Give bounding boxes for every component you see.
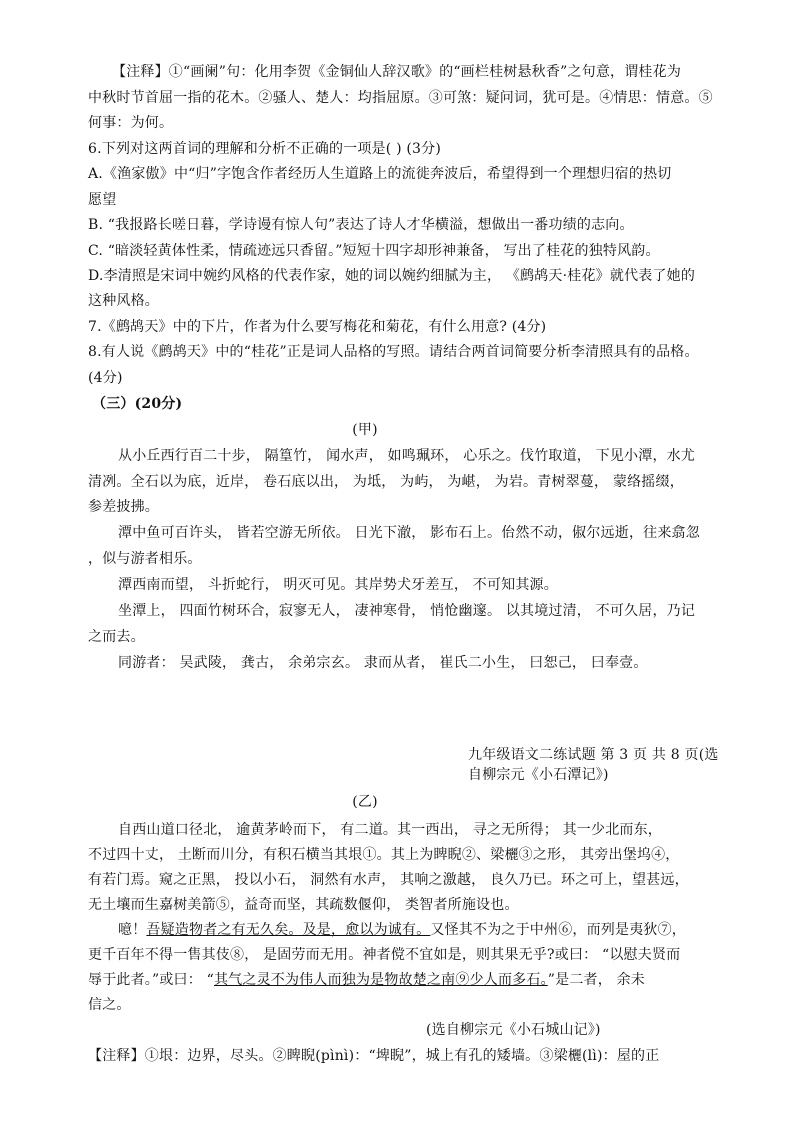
passage-yi-line-1: 自西山道口径北， 逾黄茅岭而下， 有二道。其一西出， 寻之无所得； 其一少北而东， bbox=[118, 822, 662, 838]
passage-jia-line-7: 坐潭上， 四面竹树环合，寂寥无人， 凄神寒骨， 悄怆幽邃。 以其境过清， 不可久居，乃记 bbox=[118, 603, 696, 619]
passage-yi-line-2: 不过四十丈， 土断而川分，有积石横当其垠①。其上为睥睨②、梁欐③之形， 其旁出堡坞④， bbox=[88, 847, 680, 863]
passage-notes-line-1: 【注释】①垠：边界，尽头。②睥睨(pìnì)：“埤睨”，城上有孔的矮墙。③梁欐(lì)：屋的正 bbox=[88, 1048, 660, 1064]
passage-yi-line-5 bbox=[118, 920, 686, 940]
passage-yi-line-4: 无土壤而生嘉树美箭⑤，益奇而坚，其疏数偃仰， 类智者所施设也。 bbox=[88, 897, 519, 913]
question-8-line-2: (4分) bbox=[88, 370, 123, 386]
question-6-option-d: D.李清照是宋词中婉约风格的代表作家，她的词以婉约细腻为主， 《鹧鸪天·桂花》就代表了她的 bbox=[88, 268, 696, 284]
passage-yi-source: (选自柳宗元《小石城山记》) bbox=[426, 1022, 601, 1038]
question-8-line-1: 8.有人说《鹧鸪天》中的“桂花”正是词人品格的写照。请结合两首词简要分析李清照具有的品格。 bbox=[88, 344, 699, 360]
passage-yi-exclamation: 噫！ bbox=[118, 922, 147, 938]
passage-yi-line-6: 更千百年不得一售其伎⑧， 是固劳而无用。神者傥不宜如是，则其果无乎?或曰： “以慰夫贤而 bbox=[88, 947, 681, 963]
passage-jia-line-8: 之而去。 bbox=[88, 629, 145, 645]
question-6-option-d-cont: 这种风格。 bbox=[88, 293, 159, 309]
passage-jia-line-9: 同游者： 吴武陵， 龚古， 余弟宗玄。 隶而从者， 崔氏二小生， 曰恕己， 曰奉壹。 bbox=[118, 655, 648, 671]
passage-jia-line-1: 从小丘西行百二十步， 隔篁竹， 闻水声， 如鸣珮环， 心乐之。伐竹取道， 下见小潭，水尤 bbox=[118, 448, 696, 464]
passage-jia-line-6: 潭西南而望， 斗折蛇行， 明灭可见。其岸势犬牙差互， 不可知其源。 bbox=[118, 577, 558, 593]
question-6-stem: 6.下列对这两首词的理解和分析不正确的一项是( ) (3分) bbox=[88, 141, 442, 157]
question-6-option-b: B. “我报路长嗟日暮，学诗谩有惊人句”表达了诗人才华横溢，想做出一番功绩的志向。 bbox=[88, 217, 634, 233]
passage-jia-line-5: ，似与游者相乐。 bbox=[88, 551, 202, 567]
passage-yi-underlined-sentence-2: 其气之灵不为伟人而独为是物故楚之南⑨少人而多石。 bbox=[213, 972, 548, 988]
passage-yi-line-8: 信之。 bbox=[88, 997, 131, 1013]
poem-notes-line-3: 何事：为何。 bbox=[88, 115, 174, 131]
passage-jia-line-2: 清冽。全石以为底，近岸， 卷石底以出， 为坻， 为屿， 为嵁， 为岩。青树翠蔓， 蒙络摇缀， bbox=[88, 474, 684, 490]
question-6-option-c: C. “暗淡轻黄体性柔，情疏迹远只香留。”短短十四字却形神兼备， 写出了桂花的独特风韵。 bbox=[88, 243, 660, 259]
passage-yi-underlined-sentence-1: 吾疑造物者之有无久矣。及是，愈以为诚有。 bbox=[146, 922, 431, 938]
poem-notes-line-2: 中秋时节首屈一指的花木。②骚人、楚人：均指屈原。③可煞：疑问词，犹可是。④情思：情意。⑤ bbox=[88, 90, 713, 106]
passage-yi-line-3: 有若门焉。窥之正黑， 投以小石， 洞然有水声， 其响之激越， 良久乃已。环之可上，望甚远， bbox=[88, 872, 689, 888]
passage-yi-line-5-rest: 又怪其不为之于中州⑥，而列是夷狄⑦， bbox=[430, 922, 687, 938]
passage-jia-line-3: 参差披拂。 bbox=[88, 499, 159, 515]
passage-jia-line-4: 潭中鱼可百许头， 皆若空游无所依。 日光下澈， 影布石上。佁然不动，俶尔远逝，往来翕忽 bbox=[118, 525, 700, 541]
question-7: 7.《鹧鸪天》中的下片，作者为什么要写梅花和菊花，有什么用意? (4分) bbox=[88, 319, 547, 335]
poem-notes-line-1: 【注释】①“画阑”句：化用李贺《金铜仙人辞汉歌》的“画栏桂树悬秋香”之句意，谓桂花为 bbox=[112, 64, 682, 80]
page-footer-line-2: 自柳宗元《小石潭记》) bbox=[468, 767, 609, 783]
passage-yi-line-7 bbox=[88, 970, 645, 990]
page-footer-line-1: 九年级语文二练试题 第 3 页 共 8 页(选 bbox=[468, 747, 719, 763]
passage-jia-title: (甲) bbox=[352, 422, 378, 438]
passage-yi-title: (乙) bbox=[352, 794, 378, 810]
section-3-heading: （三）(20分) bbox=[92, 396, 183, 412]
passage-yi-line-7-start: 辱于此者。”或曰： “ bbox=[88, 972, 214, 988]
question-6-option-a: A.《渔家傲》中“归”字饱含作者经历人生道路上的流徙奔波后，希望得到一个理想归宿的热切 bbox=[88, 166, 672, 182]
question-6-option-a-cont: 愿望 bbox=[88, 192, 117, 208]
passage-yi-line-7-end: ”是二者， 余未 bbox=[547, 972, 645, 988]
